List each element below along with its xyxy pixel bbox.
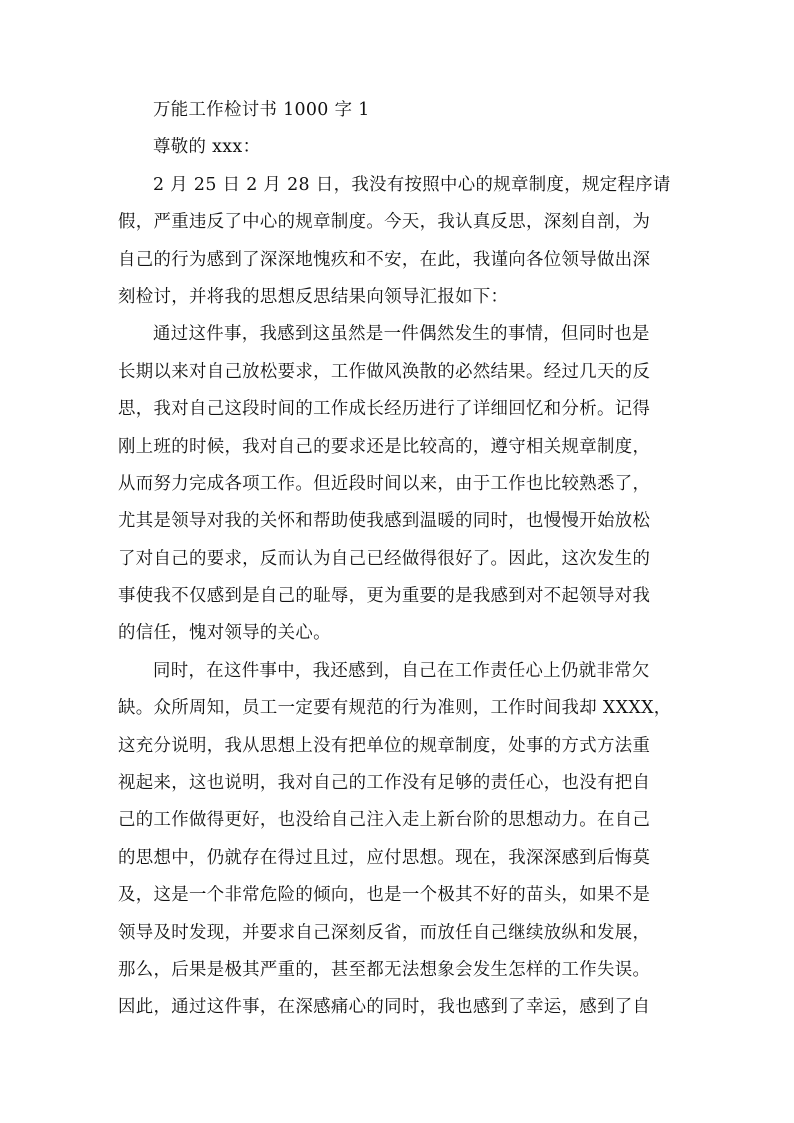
document-title: 万能工作检讨书 1000 字 1	[153, 100, 370, 120]
paragraph-line: 己的工作做得更好，也没给自己注入走上新台阶的思想动力。在自己	[118, 810, 651, 831]
paragraph-line: 刚上班的时候，我对自己的要求还是比较高的，遵守相关规章制度，	[118, 436, 651, 457]
paragraph-line: 假，严重违反了中心的规章制度。今天，我认真反思，深刻自剖，为	[118, 212, 651, 233]
document-page	[118, 92, 680, 1027]
paragraph-2	[118, 316, 680, 653]
paragraph-line: 同时，在这件事中，我还感到，自己在工作责任心上仍就非常欠	[153, 660, 650, 681]
paragraph-line: 视起来，这也说明，我对自己的工作没有足够的责任心，也没有把自	[118, 773, 651, 794]
paragraph-line: 通过这件事，我感到这虽然是一件偶然发生的事情，但同时也是	[153, 324, 650, 345]
paragraph-line: 领导及时发现，并要求自己深刻反省，而放任自己继续放纵和发展，	[118, 922, 651, 943]
paragraph-line: 了对自己的要求，反而认为自己已经做得很好了。因此，这次发生的	[118, 548, 651, 569]
paragraph-line: 长期以来对自己放松要求，工作做风涣散的必然结果。经过几天的反	[118, 361, 651, 382]
paragraph-line: 自己的行为感到了深深地愧疚和不安，在此，我谨向各位领导做出深	[118, 249, 651, 270]
paragraph-line: 的信任，愧对领导的关心。	[118, 623, 331, 644]
paragraph-line: 事使我不仅感到是自己的耻辱，更为重要的是我感到对不起领导对我	[118, 586, 651, 607]
paragraph-line: 的思想中，仍就存在得过且过，应付思想。现在，我深深感到后悔莫	[118, 847, 651, 868]
paragraph-line: 尤其是领导对我的关怀和帮助使我感到温暖的同时，也慢慢开始放松	[118, 511, 651, 532]
paragraph-line: 那么，后果是极其严重的，甚至都无法想象会发生怎样的工作失误。	[118, 959, 651, 980]
paragraph-line: 因此，通过这件事，在深感痛心的同时，我也感到了幸运，感到了自	[118, 997, 651, 1018]
paragraph-line: 2 月 25 日 2 月 28 日，我没有按照中心的规章制度，规定程序请	[153, 174, 671, 195]
paragraph-1	[118, 167, 680, 317]
paragraph-line: 缺。众所周知，员工一定要有规范的行为准则，工作时间我却 XXXX，	[118, 698, 672, 719]
paragraph-line: 及，这是一个非常危险的倾向，也是一个极其不好的苗头，如果不是	[118, 885, 651, 906]
paragraph-line: 思，我对自己这段时间的工作成长经历进行了详细回忆和分析。记得	[118, 399, 651, 420]
paragraph-line: 从而努力完成各项工作。但近段时间以来，由于工作也比较熟悉了，	[118, 473, 651, 494]
paragraph-line: 刻检讨，并将我的思想反思结果向领导汇报如下：	[118, 286, 509, 307]
paragraph-line: 这充分说明，我从思想上没有把单位的规章制度，处事的方式方法重	[118, 735, 651, 756]
paragraph-3	[118, 653, 680, 1027]
salutation: 尊敬的 xxx：	[153, 137, 261, 158]
